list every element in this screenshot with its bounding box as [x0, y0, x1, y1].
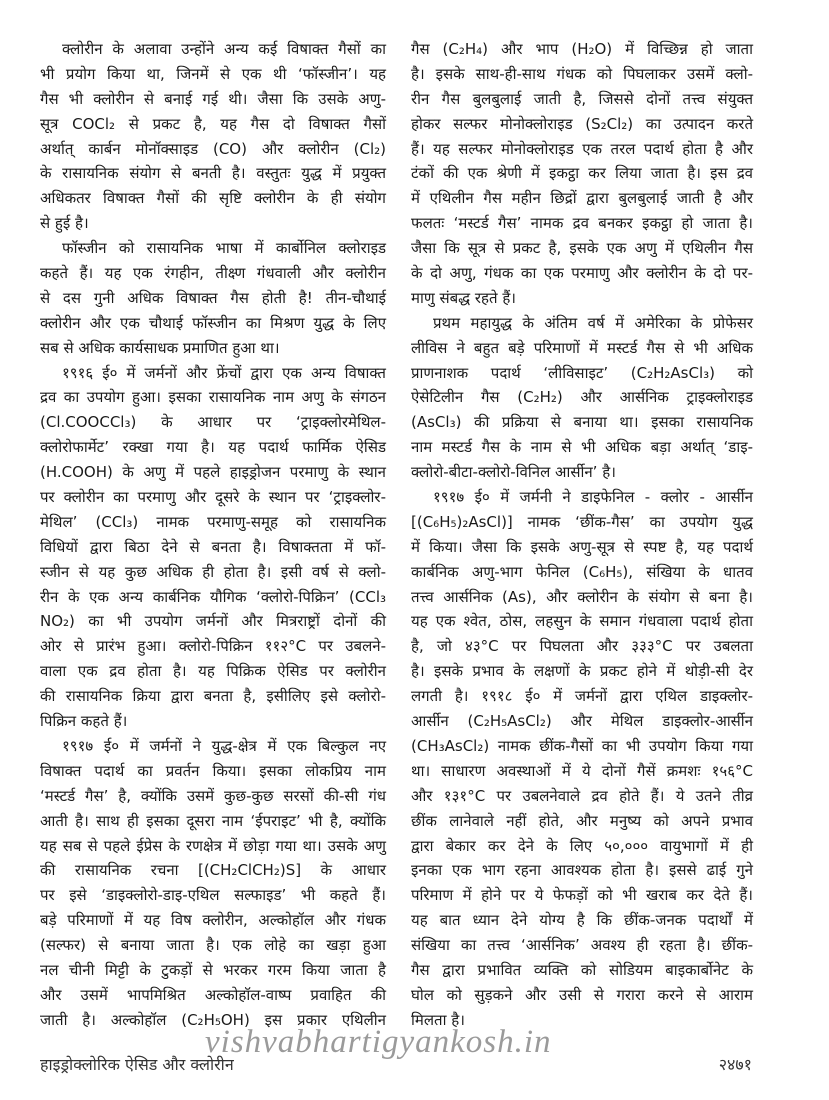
text-line: यह एक श्वेत, ठोस, लहसुन के समान गंधवाला पदार्थ होता [411, 612, 753, 631]
text-line: प्राणनाशक पदार्थ ‘लीविसाइट’ (C₂H₂AsCl₃) को [411, 363, 753, 382]
text-line: (AsCl₃) की प्रक्रिया से बनाया था। इसका रासायनिक [411, 413, 753, 432]
text-line: पर इसे ‘डाइक्लोरो-डाइ-एथिल सल्फाइड’ भी कहते हैं। [40, 886, 386, 905]
text-line: से दस गुनी अधिक विषाक्त गैस होती है! तीन-चौथाई [40, 288, 386, 307]
paragraph [40, 236, 386, 360]
text-line: अधिकतर विषाक्त गैसों की सृष्टि क्लोरीन के ही संयोग [40, 189, 386, 208]
text-line: स्जीन से यह कुछ अधिक ही होता है। इसी वर्ष से क्लो- [40, 562, 386, 581]
text-line: संखिया का तत्त्व ‘आर्सनिक’ अवश्य ही रहता है। छींक- [411, 936, 753, 955]
text-line: मिलता है। [411, 1010, 465, 1029]
text-line: टंकों की एक श्रेणी में इकट्ठा कर लिया जाता है। इस द्रव [411, 164, 753, 183]
text-line: लगती है। १९१८ ई० में जर्मनों द्वारा एथिल डाइक्लोर- [411, 687, 753, 706]
text-line: क्लोरोफार्मेट’ रक्खा गया है। यह पदार्थ फार्मिक ऐसिड [40, 438, 386, 457]
text-line: के दो अणु, गंधक का एक परमाणु और क्लोरीन के दो पर- [411, 264, 753, 283]
text-line: जैसा कि सूत्र से प्रकट है, इसके एक अणु में एथिलीन गैस [411, 239, 753, 258]
text-line: बड़े परिमाणों में यह विष क्लोरीन, अल्कोहॉल और गंधक [40, 911, 386, 930]
text-line: यह बात ध्यान देने योग्य है कि छींक-जनक पदार्थों में [411, 911, 753, 930]
text-line: की रासायनिक रचना [(CH₂ClCH₂)S] के आधार [40, 861, 386, 880]
text-line: इनका एक भाग रहना आवश्यक होता है। इससे ढाई गुने [411, 861, 753, 880]
text-line: की रासायनिक क्रिया द्वारा बनता है, इसीलिए इसे क्लोरो- [40, 687, 386, 706]
text-line: और उसमें भापमिश्रित अल्कोहॉल-वाष्प प्रवाहित की [40, 985, 386, 1004]
text-line: घोल को सुड़कने और उसी से गरारा करने से आराम [411, 985, 753, 1004]
text-line: नाम मस्टर्ड गैस के नाम से भी अधिक बड़ा अर्थात् ‘डाइ- [411, 438, 753, 457]
paragraph [411, 485, 753, 1033]
text-line: गैस (C₂H₄) और भाप (H₂O) में विच्छिन्न हो जाता [411, 40, 753, 58]
text-line: कार्बनिक अणु-भाग फेनिल (C₆H₅), संखिया के धातव [411, 562, 753, 581]
text-line: परिमाण में होने पर ये फेफड़ों को भी खराब कर देते हैं। [411, 886, 753, 905]
text-line: रीन के एक अन्य कार्बनिक यौगिक ‘क्लोरो-पिक्रिन’ (CCl₃ [40, 587, 386, 606]
paragraph [411, 311, 753, 485]
text-line: गैस द्वारा प्रभावित व्यक्ति को सोडियम बाइकार्बोनेट के [411, 960, 753, 979]
text-line: जाती है। अल्कोहॉल (C₂H₅OH) इस प्रकार एथिलीन [40, 1010, 386, 1029]
text-line: वाला एक द्रव होता है। यह पिक्रिक ऐसिड पर क्लोरीन [40, 662, 386, 681]
text-line: (सल्फर) से बनाया जाता है। एक लोहे का खड़ा हुआ [40, 936, 386, 955]
text-line: फलतः ‘मस्टर्ड गैस’ नामक द्रव बनकर इकट्ठा हो जाता है। [411, 214, 753, 233]
watermark: vishvabhartigyankosh.in [205, 1024, 552, 1060]
text-line: गैस भी क्लोरीन से बनाई गई थी। जैसा कि उसके अणु- [40, 89, 386, 108]
text-line: भी प्रयोग किया था, जिनमें से एक थी ‘फॉस्जीन’। यह [40, 64, 386, 83]
paragraph [40, 361, 386, 734]
text-line: पर क्लोरीन का परमाणु और दूसरे के स्थान पर ‘ट्राइक्लोर- [40, 488, 386, 507]
text-line: में किया। जैसा कि इसके अणु-सूत्र से स्पष्ट है, यह पदार्थ [411, 537, 753, 556]
text-line: द्रव का उपयोग हुआ। इसका रासायनिक नाम अणु के संगठन [40, 388, 386, 407]
text-line: है, जो ४३°C पर पिघलता और ३३३°C पर उबलता [411, 637, 753, 656]
text-line: लीविस ने बहुत बड़े परिमाणों में मस्टर्ड गैस से भी अधिक [411, 338, 753, 357]
page-number: २४७१ [718, 1055, 752, 1074]
text-line: मेथिल’ (CCl₃) नामक परमाणु-समूह को रासायनिक [40, 512, 386, 531]
text-line: और १३१°C पर उबलनेवाले द्रव होते हैं। ये उतने तीव्र [411, 786, 753, 805]
text-line: (H.COOH) के अणु में पहले हाइड्रोजन परमाणु के स्थान [40, 463, 386, 482]
text-line: से हुई है। [40, 214, 89, 233]
text-line: क्लोरो-बीटा-क्लोरो-विनिल आर्सीन’ है। [411, 463, 616, 482]
text-line: आर्सीन (C₂H₅AsCl₂) और मेथिल डाइक्लोर-आर्सीन [411, 712, 753, 731]
text-line: (Cl.COOCCl₃) के आधार पर ‘ट्राइक्लोरमेथिल- [40, 413, 386, 432]
text-line: के रासायनिक संयोग से बनती है। वस्तुतः युद्ध में प्रयुक्त [40, 164, 386, 183]
text-line: ऐसेटिलीन गैस (C₂H₂) और आर्सनिक ट्राइक्लोराइड [411, 388, 753, 407]
text-line: पिक्रिन कहते हैं। [40, 712, 128, 731]
text-line: अर्थात् कार्बन मोनॉक्साइड (CO) और क्लोरीन (Cl₂) [40, 139, 386, 158]
paragraph [411, 37, 753, 311]
text-line: विधियों द्वारा बिठा देने से बनता है। विषाक्तता में फॉ- [40, 537, 386, 556]
text-line: क्लोरीन के अलावा उन्होंने अन्य कई विषाक्त गैसों का [62, 40, 386, 58]
text-line: माणु संबद्ध रहते हैं। [411, 288, 516, 307]
text-line: कहते हैं। यह एक रंगहीन, तीक्ष्ण गंधवाली और क्लोरीन [40, 264, 386, 283]
text-line: ‘मस्टर्ड गैस’ है, क्योंकि उसमें कुछ-कुछ सरसों की-सी गंध [40, 786, 386, 805]
text-line: सब से अधिक कार्यसाधक प्रमाणित हुआ था। [40, 338, 280, 357]
text-line: विषाक्त पदार्थ का प्रवर्तन किया। इसका लोकप्रिय नाम [40, 761, 386, 780]
text-line: क्लोरीन और एक चौथाई फॉस्जीन का मिश्रण युद्ध के लिए [40, 313, 386, 332]
text-line: है। इसके प्रभाव के लक्षणों के प्रकट होने में थोड़ी-सी देर [411, 662, 753, 681]
text-line: प्रथम महायुद्ध के अंतिम वर्ष में अमेरिका के प्रोफेसर [433, 313, 753, 332]
text-line: है। इसके साथ-ही-साथ गंधक को पिघलाकर उसमें क्लो- [411, 64, 753, 83]
text-line: फॉस्जीन को रासायनिक भाषा में कार्बोनिल क्लोराइड [62, 239, 386, 258]
text-line: नल चीनी मिट्टी के टुकड़ों से भरकर गरम किया जाता है [40, 960, 386, 979]
paragraph [40, 734, 386, 1033]
text-line: हैं। यह सल्फर मोनोक्लोराइड एक तरल पदार्थ होता है और [411, 139, 753, 158]
right-column [411, 37, 753, 1033]
text-line: सूत्र COCl₂ से प्रकट है, यह गैस दो विषाक्त गैसों [40, 114, 386, 133]
text-line: रीन गैस बुलबुलाई जाती है, जिससे दोनों तत्त्व संयुक्त [411, 89, 753, 108]
left-column [40, 37, 386, 1033]
text-line: तत्त्व आर्सनिक (As), और क्लोरीन के संयोग से बना है। [411, 587, 753, 606]
text-line: यह सब से पहले ईप्रेस के रणक्षेत्र में छोड़ा गया था। उसके अणु [40, 836, 386, 855]
text-line: १९१७ ई० में जर्मनों ने युद्ध-क्षेत्र में एक बिल्कुल नए [62, 736, 386, 755]
paragraph [40, 37, 386, 236]
text-line: था। साधारण अवस्थाओं में ये दोनों गैसें क्रमशः १५६°C [411, 761, 753, 780]
text-line: छींक लानेवाले नहीं होते, और मनुष्य को अपने प्रभाव [411, 811, 753, 830]
text-line: ओर से प्रारंभ हुआ। क्लोरो-पिक्रिन ११२°C पर उबलने- [40, 637, 386, 656]
text-line: १९१७ ई० में जर्मनी ने डाइफेनिल - क्लोर - आर्सीन [433, 488, 753, 507]
text-line: [(C₆H₅)₂AsCl)] नामक ‘छींक-गैस’ का उपयोग युद्ध [411, 512, 753, 531]
running-footer-title: हाइड्रोक्लोरिक ऐसिड और क्लोरीन [40, 1055, 234, 1074]
text-line: आती है। साथ ही इसका दूसरा नाम ‘ईपराइट’ भी है, क्योंकि [40, 811, 386, 830]
text-line: होकर सल्फर मोनोक्लोराइड (S₂Cl₂) का उत्पादन करते [411, 114, 753, 133]
text-line: NO₂) का भी उपयोग जर्मनों और मित्रराष्ट्रों दोनों की [40, 612, 386, 631]
text-line: में एथिलीन गैस महीन छिद्रों द्वारा बुलबुलाई जाती है और [411, 189, 753, 208]
text-line: (CH₃AsCl₂) नामक छींक-गैसों का भी उपयोग किया गया [411, 736, 753, 755]
text-line: द्वारा बेकार कर देने के लिए ५०,००० वायुभागों में ही [411, 836, 753, 855]
text-line: १९१६ ई० में जर्मनों और फ्रेंचों द्वारा एक अन्य विषाक्त [62, 363, 386, 382]
